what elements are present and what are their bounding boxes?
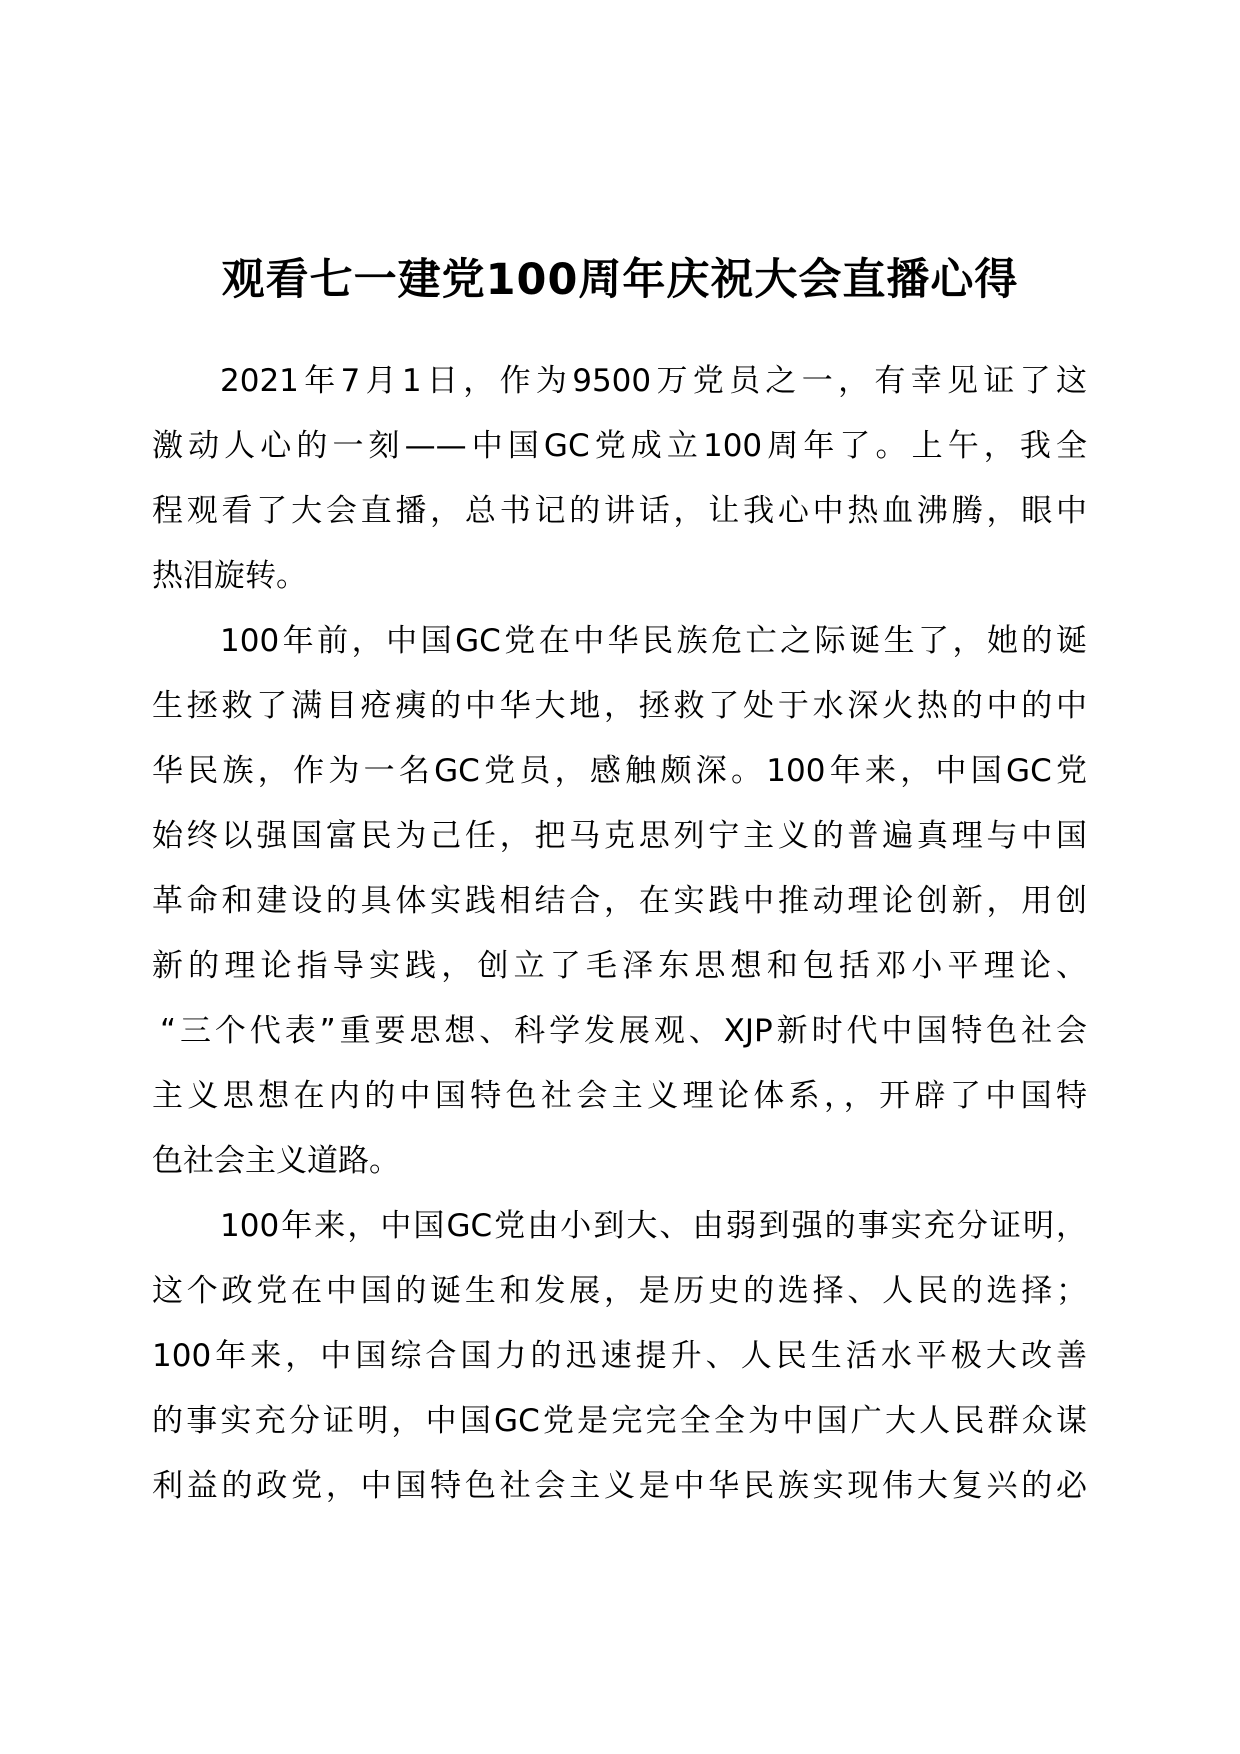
paragraph-line: 主义思想在内的中国特色社会主义理论体系，，开辟了中国特 (152, 1078, 1087, 1114)
paragraph-line: 热泪旋转。 (152, 558, 307, 594)
paragraph-line: 华民族，作为一名GC党员，感触颇深。100年来，中国GC党 (152, 753, 1087, 789)
paragraph-line: 100年来，中国GC党由小到大、由弱到强的事实充分证明， (220, 1208, 1087, 1244)
paragraph-line: 100年来，中国综合国力的迅速提升、人民生活水平极大改善 (152, 1338, 1087, 1374)
paragraph-line: 生拯救了满目疮痍的中华大地，拯救了处于水深火热的中的中 (152, 688, 1087, 724)
paragraph-line: 新的理论指导实践，创立了毛泽东思想和包括邓小平理论、 (152, 948, 1087, 984)
paragraph-line: 始终以强国富民为己任，把马克思列宁主义的普遍真理与中国 (152, 818, 1087, 854)
paragraph-line: 革命和建设的具体实践相结合，在实践中推动理论创新，用创 (152, 883, 1087, 919)
paragraph-line: 色社会主义道路。 (152, 1143, 400, 1179)
paragraph-line: 利益的政党，中国特色社会主义是中华民族实现伟大复兴的必 (152, 1468, 1087, 1504)
paragraph-2 (152, 609, 1087, 1194)
paragraph-line: 的事实充分证明，中国GC党是完完全全为中国广大人民群众谋 (152, 1403, 1087, 1439)
paragraph-3 (152, 1194, 1087, 1519)
paragraph-line: 激动人心的一刻——中国GC党成立100周年了。上午，我全 (152, 428, 1087, 464)
paragraph-line: 程观看了大会直播，总书记的讲话，让我心中热血沸腾，眼中 (152, 493, 1087, 529)
paragraph-line: “三个代表”重要思想、科学发展观、XJP新时代中国特色社会 (160, 1013, 1087, 1049)
document-body (152, 349, 1087, 1519)
paragraph-line: 这个政党在中国的诞生和发展，是历史的选择、人民的选择； (152, 1273, 1087, 1309)
document-title: 观看七一建党100周年庆祝大会直播心得 (221, 255, 1019, 305)
paragraph-line: 100年前，中国GC党在中华民族危亡之际诞生了，她的诞 (220, 623, 1087, 659)
paragraph-1 (152, 349, 1087, 609)
paragraph-line: 2021年7月1日，作为9500万党员之一，有幸见证了这 (220, 363, 1087, 399)
